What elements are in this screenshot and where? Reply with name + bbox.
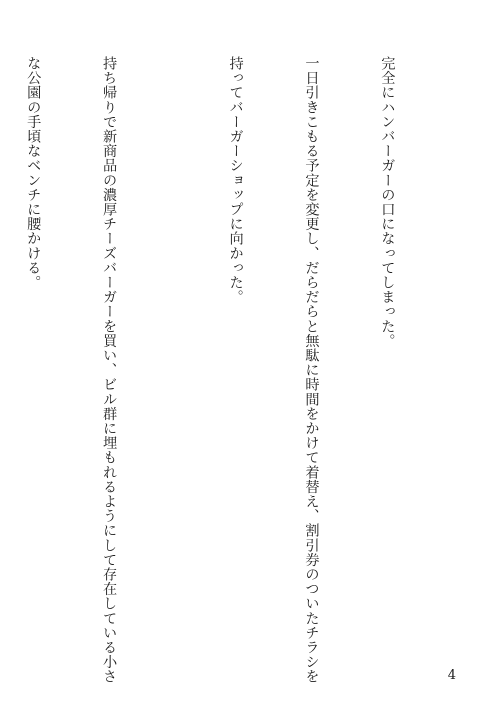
text-line: 完全にハンバーガーの口になってしまった。	[379, 56, 396, 348]
text-line: 持ってバーガーショップに向かった。	[227, 56, 244, 305]
text-line: 持ち帰りで新商品の濃厚チーズバーガーを買い、ビル群に埋もれるようにして存在している小さ	[101, 56, 118, 684]
page-number: 4	[447, 668, 456, 683]
vertical-text-body	[25, 56, 450, 684]
text-line: な公園の手頃なベンチに腰かける。	[25, 56, 42, 290]
text-line: 一日引きこもる予定を変更し、だらだらと無駄に時間をかけて着替え、割引券のついたチラシを	[303, 56, 320, 684]
